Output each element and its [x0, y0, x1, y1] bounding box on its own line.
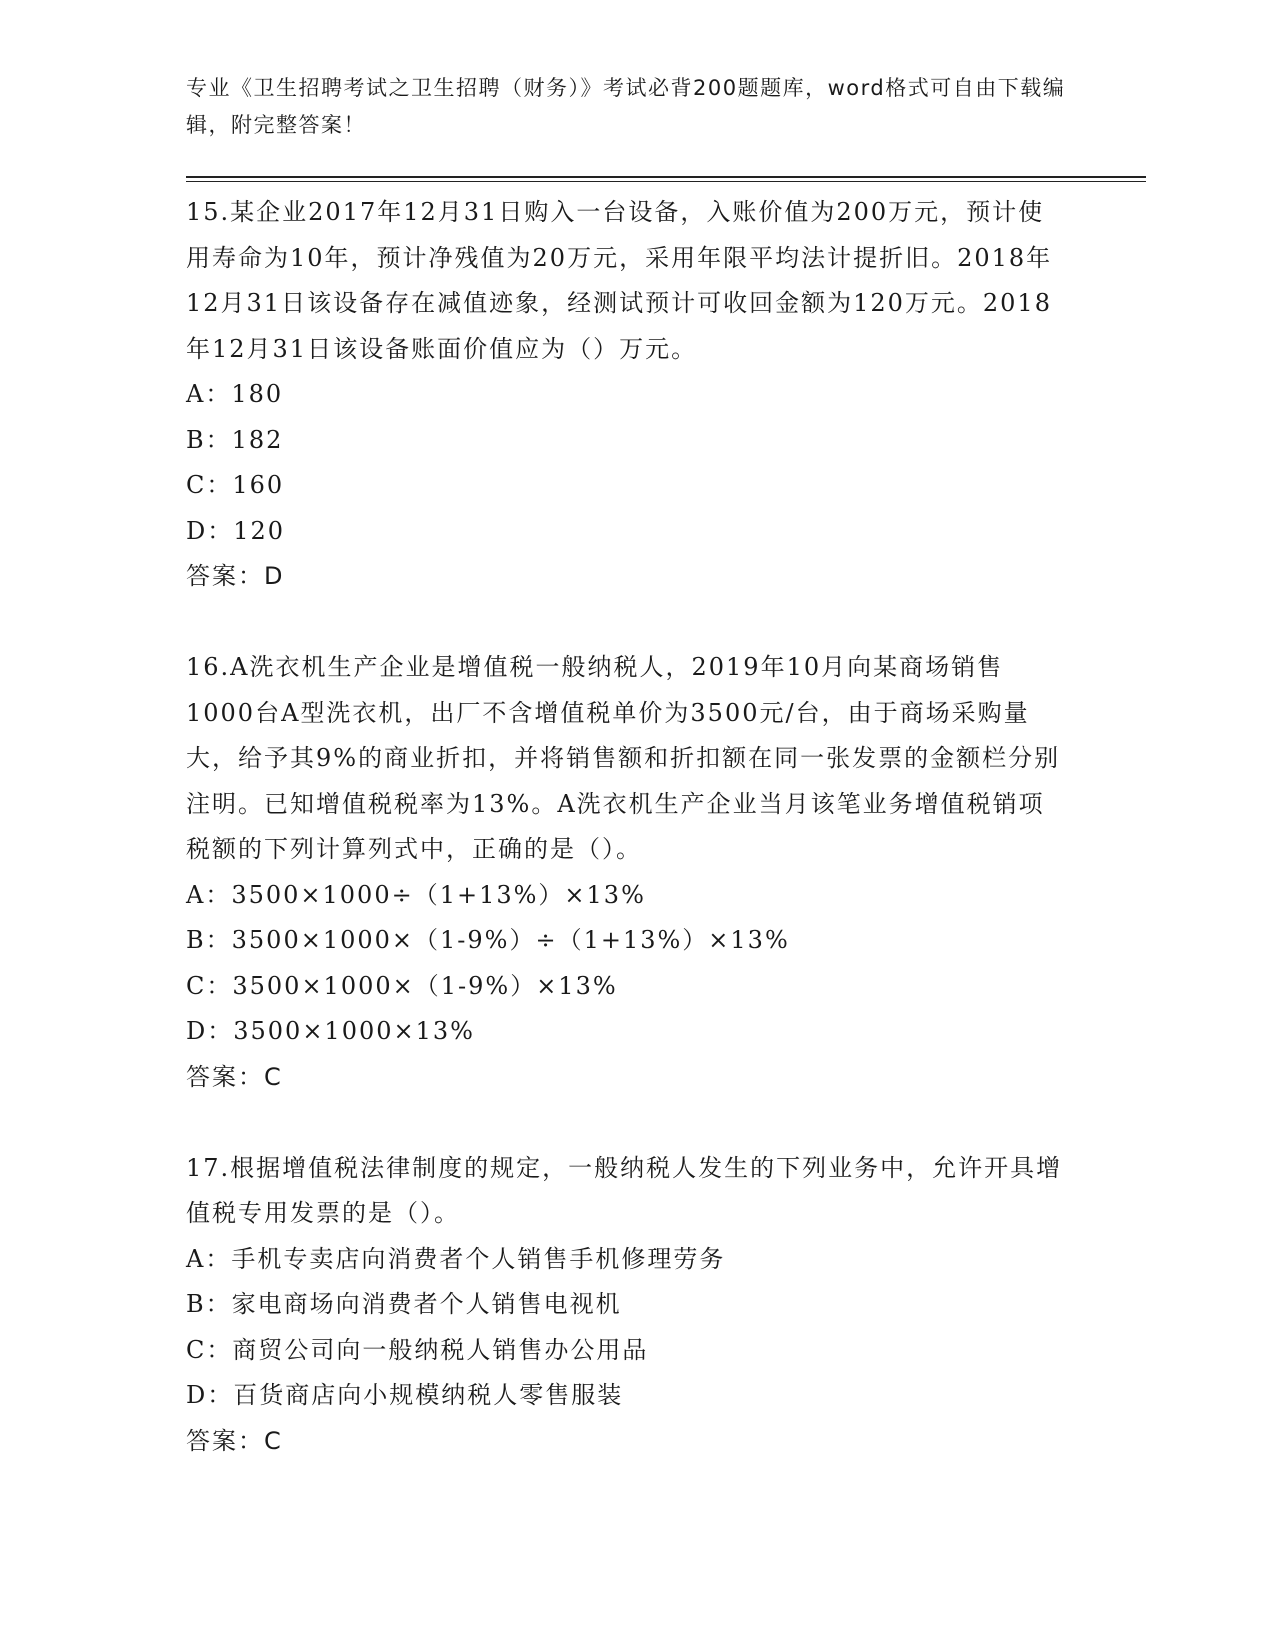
option-c: C：商贸公司向一般纳税人销售办公用品 [186, 1335, 649, 1364]
question-15 [186, 190, 1066, 600]
question-stem: 17.根据增值税法律制度的规定，一般纳税人发生的下列业务中，允许开具增值税专用发票的是（）。 [186, 1153, 1063, 1227]
header-divider-thin [186, 181, 1146, 182]
option-d: D：120 [186, 516, 286, 545]
question-spacer [186, 1100, 1066, 1146]
option-c: C：3500×1000×（1-9%）×13% [186, 971, 618, 1000]
answer-line: 答案：D [186, 562, 285, 590]
option-d: D：3500×1000×13% [186, 1017, 475, 1045]
question-list [186, 190, 1066, 1464]
answer-line: 答案：C [186, 1062, 283, 1091]
answer-line: 答案：C [186, 1426, 283, 1455]
option-d: D：百货商店向小规模纳税人零售服装 [186, 1381, 624, 1409]
option-b: B：3500×1000×（1-9%）÷（1+13%）×13% [186, 926, 790, 954]
option-b: B：家电商场向消费者个人销售电视机 [186, 1290, 622, 1318]
question-stem: 15.某企业2017年12月31日购入一台设备，入账价值为200万元，预计使用寿命为10年，预计净残值为20万元，采用年限平均法计提折旧。2018年12月31日该设备存在减值迹象，经测试预计可收回金额为120万元。2018年12月31日该设备账面价值应为（）万元。 [186, 198, 1053, 363]
header-divider-thick [186, 176, 1146, 178]
question-spacer [186, 600, 1066, 646]
option-a: A：180 [186, 380, 284, 408]
question-17 [186, 1146, 1066, 1465]
option-b: B：182 [186, 425, 284, 454]
document-header: 专业《卫生招聘考试之卫生招聘（财务）》考试必背200题题库，word格式可自由下载编辑，附完整答案！ [186, 76, 1066, 137]
option-a: A：手机专卖店向消费者个人销售手机修理劳务 [186, 1244, 726, 1273]
question-16 [186, 645, 1066, 1100]
option-a: A：3500×1000÷（1+13%）×13% [186, 880, 646, 909]
question-stem: 16.A洗衣机生产企业是增值税一般纳税人，2019年10月向某商场销售1000台A型洗衣机，出厂不含增值税单价为3500元/台，由于商场采购量大，给予其9%的商业折扣，并将销售额和折扣额在同一张发票的金额栏分别注明。已知增值税税率为13%。A洗衣机生产企业当月该笔业务增值税销项税额的下列计算列式中，正确的是（）。 [186, 653, 1061, 863]
option-c: C：160 [186, 471, 285, 499]
